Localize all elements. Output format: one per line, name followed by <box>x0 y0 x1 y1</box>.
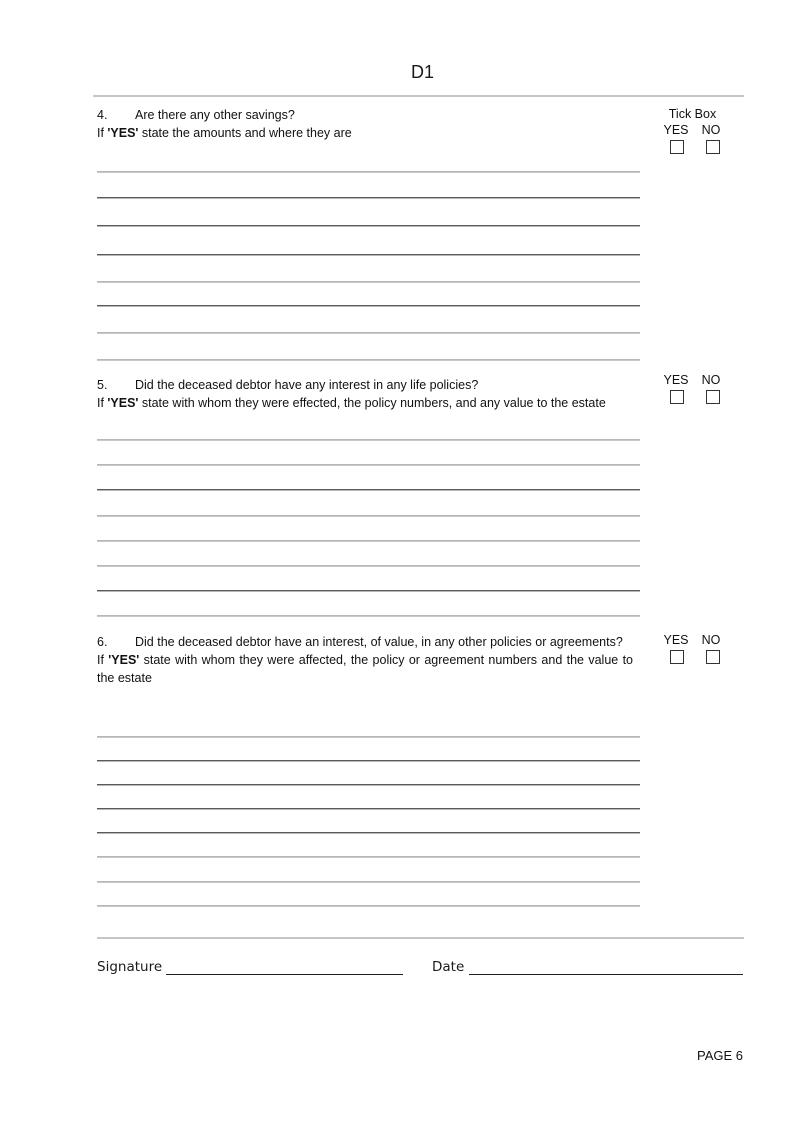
q4-answer-line[interactable] <box>97 197 640 199</box>
page-number: PAGE 6 <box>697 1048 744 1063</box>
q5-answer-line[interactable] <box>97 615 640 617</box>
q6-answer-line[interactable] <box>97 808 640 810</box>
tick-box-header: Tick Box <box>668 107 717 121</box>
q4-no-checkbox[interactable] <box>706 140 720 154</box>
question-5-instruction: If 'YES' state with whom they were effected, the policy numbers, and any value to the estate <box>97 396 606 410</box>
q4-answer-line[interactable] <box>97 332 640 334</box>
q4-answer-line[interactable] <box>97 359 640 361</box>
q4-answer-line[interactable] <box>97 305 640 307</box>
question-6-title: 6. Did the deceased debtor have an interest, of value, in any other policies or agreements? <box>97 635 623 649</box>
bottom-divider <box>97 937 744 939</box>
question-4-title: 4. Are there any other savings? <box>97 108 295 122</box>
q5-answer-line[interactable] <box>97 565 640 567</box>
q6-answer-line[interactable] <box>97 736 640 738</box>
q6-answer-line[interactable] <box>97 881 640 883</box>
q4-answer-line[interactable] <box>97 254 640 256</box>
q5-answer-line[interactable] <box>97 489 640 491</box>
q6-yes-checkbox[interactable] <box>670 650 684 664</box>
q6-answer-line[interactable] <box>97 856 640 858</box>
question-4-text <box>97 106 642 142</box>
q4-no-label: NO <box>701 123 721 137</box>
date-field[interactable] <box>469 974 743 975</box>
q5-yes-label: YES <box>663 373 689 387</box>
q5-no-checkbox[interactable] <box>706 390 720 404</box>
q5-answer-line[interactable] <box>97 439 640 441</box>
q4-answer-line[interactable] <box>97 171 640 173</box>
question-6-text <box>97 633 633 687</box>
question-5-title: 5. Did the deceased debtor have any interest in any life policies? <box>97 378 479 392</box>
q4-yes-label: YES <box>663 123 689 137</box>
q4-answer-line[interactable] <box>97 281 640 283</box>
q4-answer-line[interactable] <box>97 225 640 227</box>
q5-answer-line[interactable] <box>97 515 640 517</box>
top-divider <box>93 95 744 97</box>
q6-answer-line[interactable] <box>97 905 640 907</box>
q6-answer-line[interactable] <box>97 760 640 762</box>
question-5-text <box>97 376 642 412</box>
date-label: Date <box>432 959 465 975</box>
q6-no-checkbox[interactable] <box>706 650 720 664</box>
form-code-title: D1 <box>410 62 434 82</box>
q5-answer-line[interactable] <box>97 540 640 542</box>
q6-answer-line[interactable] <box>97 784 640 786</box>
q6-answer-line[interactable] <box>97 832 640 834</box>
q5-yes-checkbox[interactable] <box>670 390 684 404</box>
q6-yes-label: YES <box>663 633 689 647</box>
signature-label: Signature <box>97 959 163 975</box>
q5-answer-line[interactable] <box>97 464 640 466</box>
q4-yes-checkbox[interactable] <box>670 140 684 154</box>
question-6-instruction: If 'YES' state with whom they were affected, the policy or agreement numbers and the value to the estate <box>97 653 633 685</box>
q5-answer-line[interactable] <box>97 590 640 592</box>
q6-no-label: NO <box>701 633 721 647</box>
signature-field[interactable] <box>166 974 403 975</box>
question-4-instruction: If 'YES' state the amounts and where they are <box>97 126 352 140</box>
q5-no-label: NO <box>701 373 721 387</box>
